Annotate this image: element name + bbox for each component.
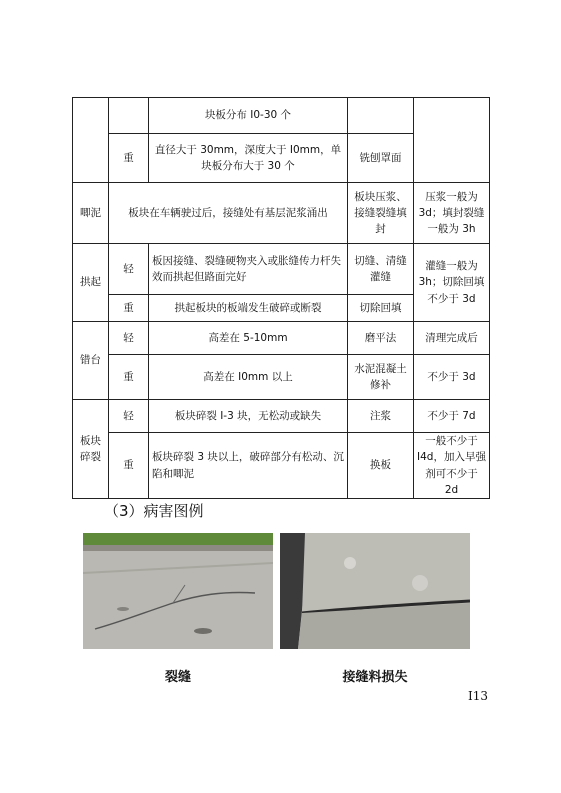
table-cell-time: 灌缝一般为 3h；切除回填不少于 3d [414, 244, 490, 322]
table-cell-desc: 板因接缝、裂缝硬物夹入或胀缝传力杆失效而拱起但路面完好 [149, 244, 348, 295]
table-cell-method: 铣刨罩面 [348, 134, 414, 183]
table-cell-level: 重 [109, 355, 149, 400]
joint-loss-photo [280, 533, 470, 649]
table-cell [414, 98, 490, 183]
table-cell-method: 切除回填 [348, 295, 414, 322]
table-cell-method: 板块压浆、接缝裂缝填封 [348, 183, 414, 244]
table-cell-name: 板块碎裂 [73, 400, 109, 499]
table-cell-desc: 板块碎裂 3 块以上，破碎部分有松动、沉陷和唧泥 [149, 433, 348, 499]
table-cell-method: 切缝、清缝灌缝 [348, 244, 414, 295]
disease-table [72, 97, 490, 499]
table-cell-desc: 高差在 5-10mm [149, 322, 348, 355]
table-cell [348, 98, 414, 134]
table-cell-name: 错台 [73, 322, 109, 400]
table-cell [73, 98, 109, 183]
table-cell-time: 清理完成后 [414, 322, 490, 355]
table-cell-desc: 板块碎裂 I-3 块，无松动或缺失 [149, 400, 348, 433]
table-cell-method: 注浆 [348, 400, 414, 433]
table-cell-method: 换板 [348, 433, 414, 499]
table-cell-name: 唧泥 [73, 183, 109, 244]
table-cell-desc: 拱起板块的板端发生破碎或断裂 [149, 295, 348, 322]
crack-photo [83, 533, 273, 649]
caption-joint-loss: 接缝料损失 [342, 670, 408, 685]
table-cell-level: 轻 [109, 244, 149, 295]
table-cell-desc: 块板分布 I0-30 个 [149, 98, 348, 134]
page-number: I13 [468, 689, 489, 703]
table-cell-method: 水泥混凝土修补 [348, 355, 414, 400]
table-cell-level: 轻 [109, 400, 149, 433]
table-cell-method: 磨平法 [348, 322, 414, 355]
table-cell-time: 不少于 7d [414, 400, 490, 433]
table-cell-desc: 高差在 I0mm 以上 [149, 355, 348, 400]
table-cell-desc: 直径大于 30mm，深度大于 I0mm，单块板分布大于 30 个 [149, 134, 348, 183]
table-cell-time: 压浆一般为 3d；填封裂缝一般为 3h [414, 183, 490, 244]
table-cell-time: 一般不少于 I4d，加入早强剂可不少于 2d [414, 433, 490, 499]
table-cell-level: 重 [109, 295, 149, 322]
table-cell-desc: 板块在车辆驶过后，接缝处有基层泥浆涌出 [109, 183, 348, 244]
table-cell-time: 不少于 3d [414, 355, 490, 400]
table-cell-level: 重 [109, 433, 149, 499]
table-cell [109, 98, 149, 134]
table-cell-name: 拱起 [73, 244, 109, 322]
caption-crack: 裂缝 [164, 670, 191, 685]
table-cell-level: 重 [109, 134, 149, 183]
table-cell-level: 轻 [109, 322, 149, 355]
section-title: （3）病害图例 [104, 502, 204, 520]
